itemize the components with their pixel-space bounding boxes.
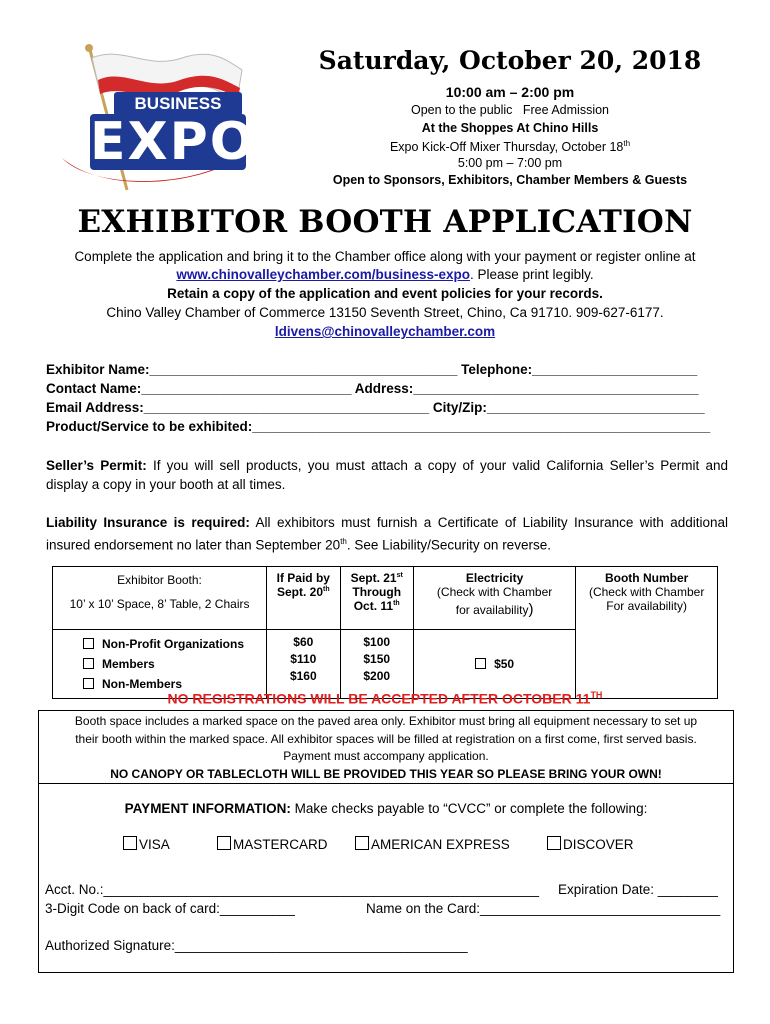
- account-number-field[interactable]: Acct. No.:__________________________________________________________: [45, 882, 539, 897]
- liability-sup: th: [340, 537, 347, 546]
- early-header-line1: If Paid by: [276, 571, 330, 585]
- kickoff-time: 5:00 pm – 7:00 pm: [457, 156, 563, 170]
- address-field[interactable]: Address:______________________________________: [354, 381, 699, 396]
- late-header-text1: Sept. 21: [350, 571, 397, 585]
- price-value: $110: [290, 652, 317, 666]
- email-address-field[interactable]: Email Address:______________________________________: [46, 400, 430, 415]
- electricity-sub2-text: for availability: [455, 603, 529, 617]
- booth-info-line2: their booth within the marked space. All exhibitor spaces will be filled at registration on a first come, first served basis.: [75, 731, 697, 746]
- row-product: [46, 419, 736, 434]
- checkbox-icon[interactable]: [83, 678, 94, 689]
- kickoff-line: [260, 139, 760, 154]
- early-prices: [267, 630, 340, 699]
- payment-text: Make checks payable to “CVCC” or complete the following:: [290, 801, 648, 816]
- free-admission-text: Free Admission: [522, 103, 610, 117]
- page-title: EXHIBITOR BOOTH APPLICATION: [77, 204, 693, 240]
- registration-deadline-notice: [0, 690, 770, 707]
- card-label: AMERICAN EXPRESS: [371, 837, 510, 852]
- logo-business-text: BUSINESS: [134, 94, 222, 113]
- deadline-sup: TH: [590, 690, 603, 700]
- liability-text-1: All exhibitors must furnish a Certificate of Liability Insurance with additional insured endorsement no later than September 20: [46, 515, 729, 553]
- expiration-date-field[interactable]: Expiration Date: ________: [558, 882, 718, 897]
- authorized-signature-field[interactable]: Authorized Signature:_______________________________________: [45, 938, 468, 953]
- electricity-header: [413, 567, 575, 630]
- early-header-text: Sept. 20: [276, 585, 323, 599]
- booth-info-section: [39, 711, 733, 784]
- email-line: [20, 324, 750, 339]
- option-non-profit[interactable]: [83, 634, 263, 654]
- price-value: $60: [293, 635, 314, 649]
- deadline-text: NO REGISTRATIONS WILL BE ACCEPTED AFTER OCTOBER 11: [167, 690, 591, 707]
- option-label: Non-Profit Organizations: [102, 637, 244, 651]
- sponsors-line: Open to Sponsors, Exhibitors, Chamber Members & Guests: [332, 173, 688, 187]
- checkbox-icon[interactable]: [547, 836, 561, 850]
- chamber-address: Chino Valley Chamber of Commerce 13150 Seventh Street, Chino, Ca 91710. 909-627-6177.: [106, 305, 664, 320]
- electricity-option[interactable]: [413, 630, 575, 699]
- liability-paragraph: [46, 513, 728, 555]
- price-value: $200: [363, 669, 391, 683]
- late-prices: [340, 630, 413, 699]
- card-mastercard[interactable]: [217, 836, 328, 852]
- booth-number-header: [576, 567, 718, 699]
- card-american-express[interactable]: [355, 836, 510, 852]
- kickoff-sup: th: [623, 139, 631, 148]
- electricity-close-paren: ): [528, 601, 534, 618]
- checkbox-icon[interactable]: [217, 836, 231, 850]
- late-header-line2: Through: [352, 585, 402, 599]
- contact-name-field[interactable]: Contact Name:____________________________: [46, 381, 352, 396]
- price-value: $150: [363, 652, 391, 666]
- booth-info-line3: Payment must accompany application.: [283, 749, 489, 763]
- card-discover[interactable]: [547, 836, 634, 852]
- late-header-sup1: st: [396, 572, 403, 579]
- cvv-field[interactable]: 3-Digit Code on back of card:__________: [45, 901, 295, 916]
- early-header-sup: th: [323, 586, 330, 593]
- exhibitor-name-field[interactable]: Exhibitor Name:_________________________________________: [46, 362, 458, 377]
- electricity-sub2: [417, 601, 572, 618]
- row-email-city: [46, 400, 736, 415]
- intro-line1: Complete the application and bring it to the Chamber office along with your payment or register online at: [74, 249, 696, 264]
- card-visa[interactable]: [123, 836, 170, 852]
- payment-section: [39, 784, 733, 972]
- event-time: 10:00 am – 2:00 pm: [445, 84, 575, 100]
- early-price-header: [267, 567, 340, 630]
- membership-options: [53, 630, 267, 699]
- telephone-field[interactable]: Telephone:______________________: [461, 362, 698, 377]
- business-expo-logo: [52, 40, 256, 205]
- late-header-text3: Oct. 11: [353, 599, 394, 613]
- sellers-permit-text: If you will sell products, you must attach a copy of your valid California Seller’s Permit and display a copy in your booth at all times.: [46, 458, 729, 492]
- booth-info-line1: Booth space includes a marked space on the paved area only. Exhibitor must bring all equipment necessary to set up: [74, 714, 698, 728]
- email-link[interactable]: ldivens@chinovalleychamber.com: [274, 324, 496, 339]
- booth-number-sub2: For availability): [606, 599, 687, 613]
- sellers-permit-label: Seller’s Permit:: [46, 458, 147, 473]
- option-label: Members: [102, 657, 155, 671]
- city-zip-field[interactable]: City/Zip:_____________________________: [432, 400, 705, 415]
- payment-instructions: [39, 801, 733, 816]
- checkbox-icon[interactable]: [83, 638, 94, 649]
- checkbox-icon[interactable]: [123, 836, 137, 850]
- row-contact-address: [46, 381, 736, 396]
- checkbox-icon[interactable]: [355, 836, 369, 850]
- open-public-text: Open to the public: [410, 103, 513, 117]
- booth-payment-box: [38, 710, 734, 973]
- checkbox-icon[interactable]: [83, 658, 94, 669]
- name-on-card-field[interactable]: Name on the Card:________________________________: [366, 901, 721, 916]
- liability-text-2: . See Liability/Security on reverse.: [346, 537, 551, 553]
- late-header-line3: [344, 599, 410, 613]
- early-header-line2: [270, 585, 336, 599]
- product-service-field[interactable]: Product/Service to be exhibited:_____________________________________________________________: [46, 419, 711, 434]
- checkbox-icon[interactable]: [475, 658, 486, 669]
- option-label: Non-Members: [102, 677, 183, 691]
- price-value: $100: [363, 635, 391, 649]
- website-link[interactable]: www.chinovalleychamber.com/business-expo: [176, 267, 471, 282]
- payment-label: PAYMENT INFORMATION:: [124, 801, 291, 816]
- booth-number-title: Booth Number: [604, 571, 689, 585]
- admission-line: [260, 103, 760, 117]
- kickoff-text: Expo Kick-Off Mixer Thursday, October 18: [389, 140, 624, 155]
- row-exhibitor-telephone: [46, 362, 736, 377]
- sellers-permit-paragraph: [46, 456, 728, 494]
- booth-pricing-table: [52, 566, 718, 699]
- late-header-sup2: th: [393, 600, 400, 607]
- retain-copy-text: Retain a copy of the application and event policies for your records.: [167, 286, 603, 301]
- card-label: VISA: [139, 837, 170, 852]
- price-value: $160: [289, 669, 317, 683]
- booth-number-sub1: (Check with Chamber: [588, 585, 705, 599]
- liability-label: Liability Insurance is required:: [46, 515, 250, 530]
- electricity-price: $50: [494, 657, 515, 671]
- no-canopy-notice: NO CANOPY OR TABLECLOTH WILL BE PROVIDED THIS YEAR SO PLEASE BRING YOUR OWN!: [110, 766, 662, 781]
- exhibitor-booth-header: [53, 567, 267, 630]
- exhibitor-booth-title: Exhibitor Booth:: [117, 573, 202, 587]
- logo-expo-text: EXPO: [90, 112, 256, 172]
- card-label: DISCOVER: [563, 837, 634, 852]
- option-members[interactable]: [83, 654, 263, 674]
- intro-line2: [20, 267, 750, 282]
- event-date: Saturday, October 20, 2018: [318, 46, 702, 75]
- late-header-line1: [344, 571, 410, 585]
- card-label: MASTERCARD: [233, 837, 328, 852]
- booth-table-header-row: [53, 567, 718, 630]
- exhibitor-booth-sub: 10’ x 10’ Space, 8’ Table, 2 Chairs: [69, 597, 250, 611]
- electricity-title: Electricity: [465, 571, 524, 585]
- late-price-header: [340, 567, 413, 630]
- electricity-sub1: (Check with Chamber: [436, 585, 553, 599]
- event-location: At the Shoppes At Chino Hills: [421, 121, 599, 135]
- print-legibly-text: . Please print legibly.: [470, 267, 594, 282]
